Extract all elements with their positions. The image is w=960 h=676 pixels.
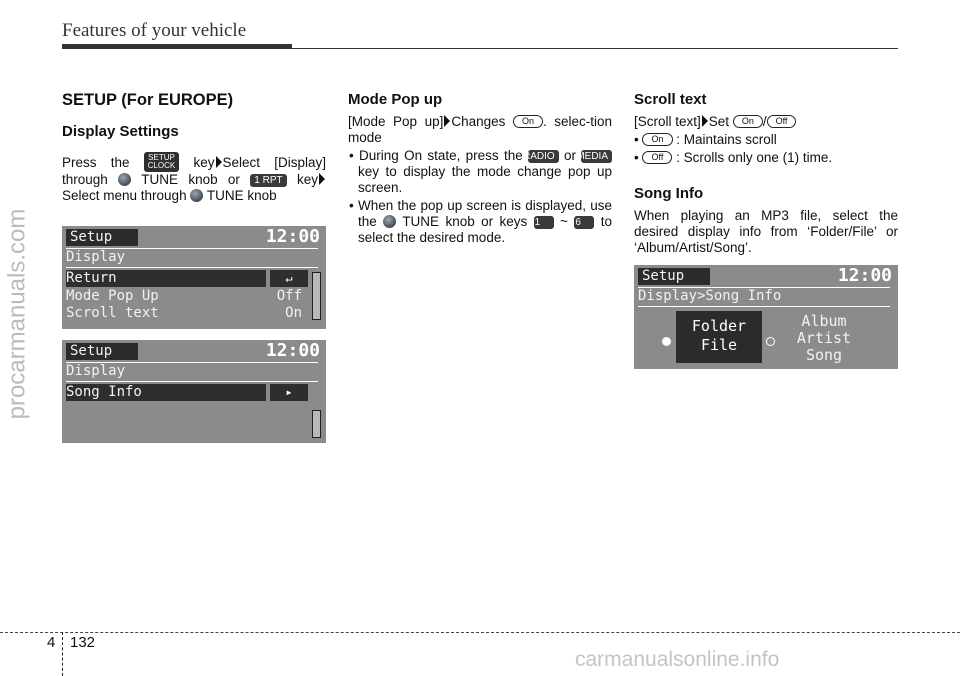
menu-item-return[interactable]: Return <box>66 270 266 287</box>
column-mode-pop-up <box>348 92 612 246</box>
option-album-artist-song[interactable]: Album Artist Song <box>796 312 852 364</box>
text: Select [Display] through <box>62 155 326 187</box>
text: ~ <box>560 214 568 229</box>
menu-item-song-info[interactable]: Song Info <box>66 384 266 401</box>
text: : Scrolls only one (1) time. <box>676 150 833 165</box>
tune-knob-icon <box>383 215 396 228</box>
off-key-icon: Off <box>767 115 797 128</box>
arrow-right-icon <box>319 173 325 185</box>
mode-pop-up-title: Mode Pop up <box>348 91 443 108</box>
bullet-item: • During On state, press the RADIO or MEDIA key to display the mode change pop up screen. <box>349 148 612 195</box>
chapter-number: 4 <box>47 634 56 651</box>
text: TUNE knob <box>206 188 277 203</box>
display-screen-menu <box>62 226 326 329</box>
text: Changes <box>451 114 506 129</box>
screen-clock: 12:00 <box>265 340 320 361</box>
bullet-item: • On : Maintains scroll <box>634 132 777 147</box>
header-rule <box>62 44 292 49</box>
tune-knob-icon <box>190 189 203 202</box>
column-scroll-text <box>634 92 898 256</box>
option-folder-file[interactable]: Folder File <box>676 311 762 363</box>
screen-title: Setup <box>66 343 138 360</box>
on-key-icon: On <box>513 115 543 128</box>
scrollbar[interactable] <box>312 410 321 438</box>
subsection-title: Display Settings <box>62 123 179 140</box>
text: key <box>193 155 215 170</box>
on-key-icon: On <box>642 133 672 146</box>
text: When the pop up screen is displayed, use the <box>357 198 612 229</box>
footer-rule <box>0 632 960 633</box>
watermark-bottom: carmanualsonline.info <box>575 648 780 671</box>
setup-clock-key-icon: SETUP CLOCK <box>144 152 180 172</box>
tune-knob-icon <box>118 173 131 186</box>
song-info-paragraph: When playing an MP3 file, select the desired display info from ‘Folder/File’ or ‘Album/Artist/Song’. <box>634 208 898 255</box>
text: Select menu through <box>62 188 187 203</box>
header-rule-thin <box>292 48 898 49</box>
screen-breadcrumb: Display <box>66 363 126 379</box>
mode-pop-up-value: Off <box>276 288 302 304</box>
scrollbar[interactable] <box>312 272 321 320</box>
text: TUNE knob or <box>141 172 240 187</box>
song-info-title: Song Info <box>634 185 704 202</box>
screen-breadcrumb: Display>Song Info <box>638 288 782 304</box>
scroll-text-value: On <box>285 305 302 321</box>
text: / <box>762 114 767 129</box>
arrow-right-icon <box>444 115 450 127</box>
text: Press the <box>62 155 130 170</box>
text: TUNE knob or keys <box>402 214 528 229</box>
bullet-item: • When the pop up screen is displayed, use the TUNE knob or keys 1 ~ 6 to select the desired mode. <box>349 198 612 245</box>
song-info-screen <box>634 265 898 369</box>
text: During On state, press the <box>359 148 523 163</box>
menu-item-mode-pop-up[interactable]: Mode Pop Up <box>66 288 159 304</box>
radio-folder-file[interactable] <box>662 337 671 346</box>
back-icon[interactable]: ↵ <box>270 270 308 287</box>
text: key <box>296 172 318 187</box>
screen-divider <box>638 306 890 307</box>
key-1-icon: 1 <box>534 216 554 229</box>
screen-clock: 12:00 <box>837 265 892 286</box>
text: Set <box>708 114 730 129</box>
column-display-settings <box>62 92 326 204</box>
text: . selec-tion mode <box>348 114 613 145</box>
text: key to display the mode change pop up screen. <box>358 164 612 195</box>
display-settings-paragraph <box>62 152 326 204</box>
display-screen-song-info <box>62 340 326 443</box>
radio-album-artist-song[interactable] <box>766 337 775 346</box>
footer-divider <box>62 632 64 676</box>
text: or <box>564 148 577 163</box>
watermark-left: procarmanuals.com <box>3 208 31 420</box>
screen-divider <box>66 381 318 382</box>
text: [Scroll text] <box>634 114 701 129</box>
screen-title: Setup <box>66 229 138 246</box>
radio-key-icon: RADIO <box>528 150 559 163</box>
mode-pop-up-paragraph <box>348 114 612 146</box>
on-key-icon: On <box>733 115 763 128</box>
text: to select the desired mode. <box>358 214 612 245</box>
section-title: SETUP (For EUROPE) <box>62 91 234 109</box>
screen-title: Setup <box>638 268 710 285</box>
off-key-icon: Off <box>642 151 672 164</box>
page-number: 132 <box>70 634 96 651</box>
scroll-text-paragraph <box>634 114 898 130</box>
arrow-right-icon <box>702 115 708 127</box>
media-key-icon: MEDIA <box>581 150 612 163</box>
screen-clock: 12:00 <box>265 226 320 247</box>
key-6-icon: 6 <box>574 216 594 229</box>
text: : Maintains scroll <box>676 132 777 147</box>
rpt-key-icon: 1 RPT <box>250 174 286 187</box>
header-title: Features of your vehicle <box>62 20 247 41</box>
scroll-text-title: Scroll text <box>634 91 707 108</box>
text: [Mode Pop up] <box>348 114 444 129</box>
arrow-right-icon <box>216 156 222 168</box>
screen-divider <box>66 267 318 268</box>
menu-item-scroll-text[interactable]: Scroll text <box>66 305 159 321</box>
chevron-right-icon[interactable]: ▸ <box>270 384 308 401</box>
bullet-item: • Off : Scrolls only one (1) time. <box>634 150 833 165</box>
screen-breadcrumb: Display <box>66 249 126 265</box>
